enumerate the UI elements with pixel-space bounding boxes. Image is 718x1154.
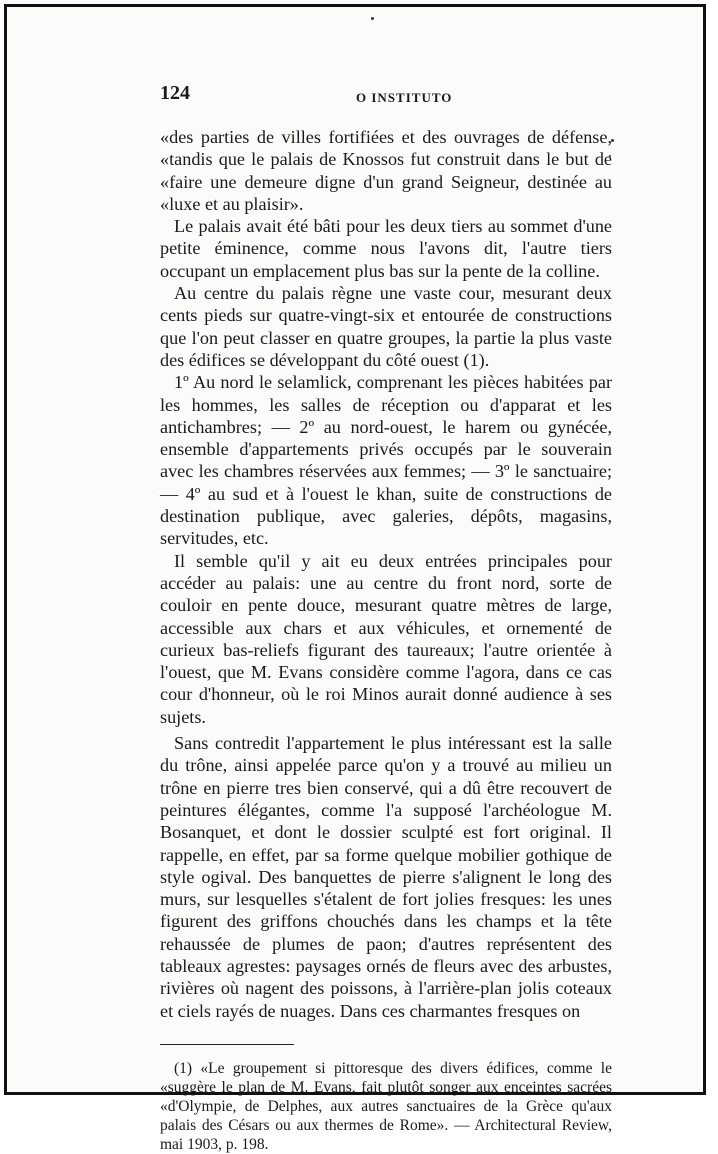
paragraph: Il semble qu'il y ait eu deux entrées principales pour accéder au palais: une au centre du front nord, sorte de couloir en pente douce, mesurant quatre mètres de large, accessible aux chars et aux véhicules, et ornementé de curieux bas-reliefs figurant des taureaux; l'autre orientée à l'ouest, que M. Evans considère comme l'agora, dans ce cas cour d'honneur, où le roi Minos aurait donné audience à ses sujets. [160, 550, 612, 727]
paragraph: Au centre du palais règne une vaste cour, mesurant deux cents pieds sur quatre-vingt-six et entourée de constructions que l'on peut classer en quatre groupes, la partie la plus vaste des édifices se développant du côté ouest (1). [160, 283, 612, 370]
paragraph: Le palais avait été bâti pour les deux tiers au sommet d'une petite éminence, comme nous l'avons dit, l'autre tiers occupant un emplacement plus bas sur la pente de la colline. [160, 216, 612, 281]
running-head: O INSTITUTO [356, 90, 453, 105]
paragraph: Sans contredit l'appartement le plus intéressant est la salle du trône, ainsi appelée parce qu'on y a trouvé au milieu un trône en pierre tres bien conservé, qui a dû être recouvert de peintures élégantes, comme l'a supposé l'archéologue M. Bosanquet, et dont le dossier sculpté est fort original. Il rappelle, en effet, par sa forme quelque mobilier gothique de style ogival. Des banquettes de pierre s'alignent le long des murs, sur lesquelles s'étalent de fort jolies fresques: les unes figurent des griffons chouchés dans les champs et la tête rehaussée de plumes de paon; d'autres représentent des tableaux agrestes: paysages ornés de fleurs avec des arbustes, rivières où nagent des poissons, à l'arrière-plan jolis coteaux et ciels rayés de nuages. Dans ces charmantes fresques on [160, 733, 612, 1021]
paragraph: 1º Au nord le selamlick, comprenant les pièces habitées par les hommes, les salles de réception ou d'apparat et les antichambres; — 2º au nord-ouest, le harem ou gynécée, ensemble d'appartements privés occupés par le souverain avec les chambres réservées aux femmes; — 3º le sanctuaire; — 4º au sud et à l'ouest le khan, suite de constructions de destination publique, avec galeries, dépôts, magasins, servitudes, etc. [160, 372, 612, 549]
paragraph: «des parties de villes fortifiées et des ouvrages de défense, «tandis que le palais de Knossos fut construit dans le but de «faire une demeure digne d'un grand Seigneur, destinée au «luxe et au plaisir». [160, 127, 612, 214]
page-number: 124 [160, 82, 190, 104]
body-text [160, 126, 612, 1022]
footnote-divider [160, 1044, 294, 1045]
page-content [160, 82, 612, 1154]
footnote: (1) «Le groupement si pittoresque des divers édifices, comme le «suggère le plan de M. Evans, fait plutôt songer aux enceintes sacrées «d'Olympie, de Delphes, aux autres sanctuaires de la Grèce qu'aux palais des Césars ou aux thermes de Rome». — Architectural Review, mai 1903, p. 198. [160, 1059, 612, 1153]
page-header [160, 82, 612, 112]
ink-speck [371, 17, 374, 20]
